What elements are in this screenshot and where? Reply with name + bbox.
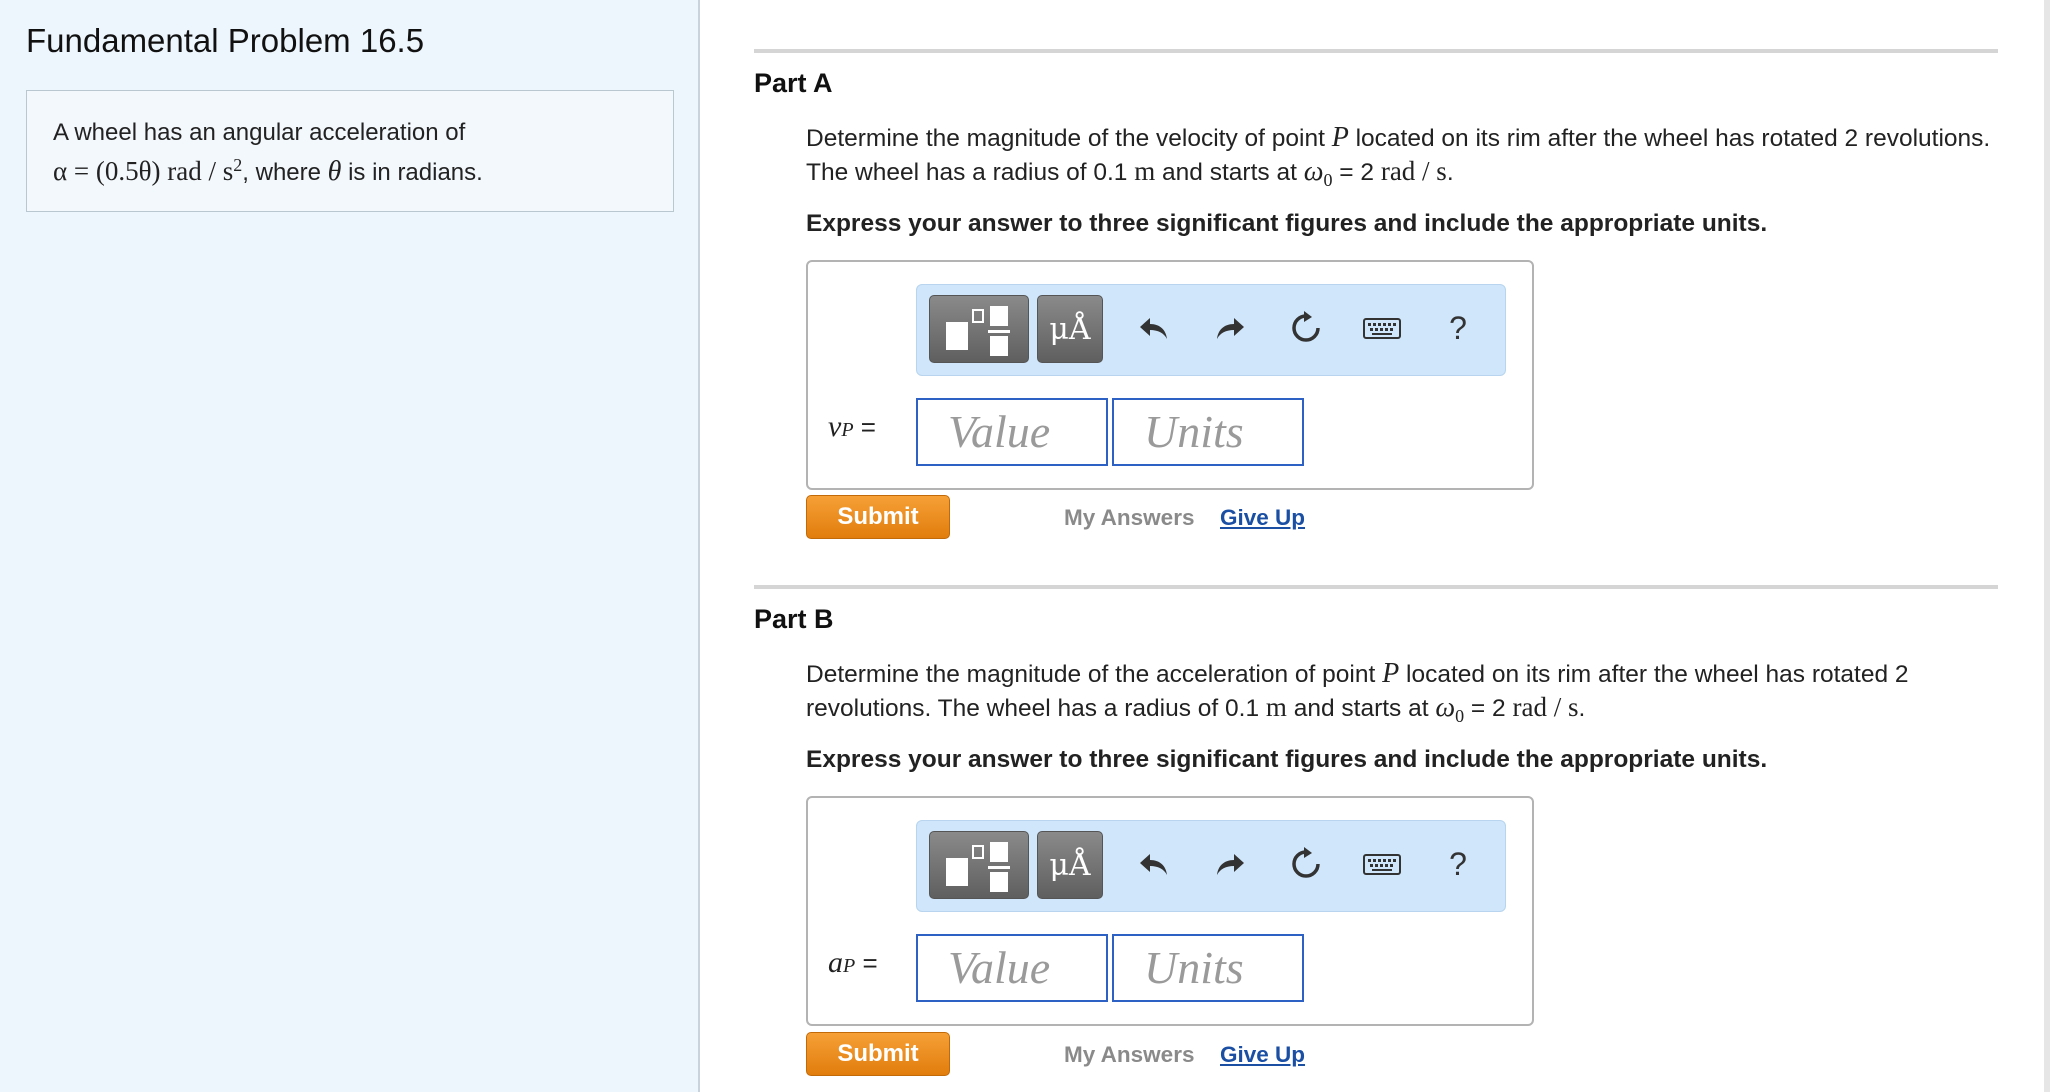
undo-icon [1134,844,1174,884]
units-button[interactable] [1037,831,1103,899]
math-toolbar [916,820,1506,912]
templates-button[interactable] [929,295,1029,363]
question-text: = 2 [1464,695,1513,722]
redo-button[interactable] [1205,839,1255,889]
part-a-title: Part A [754,68,833,98]
templates-icon [930,296,1030,364]
alpha-exponent: 2 [233,155,243,175]
units-button[interactable] [1037,295,1103,363]
omega-unit: rad / s [1380,156,1447,186]
question-text: . [1446,159,1454,186]
math-toolbar [916,284,1506,376]
templates-button[interactable] [929,831,1029,899]
equals-sign: = [853,412,876,442]
reset-button[interactable] [1281,303,1331,353]
reset-icon [1286,844,1326,884]
question-text: and starts at [1155,159,1304,186]
part-a-instruction: Express your answer to three significant figures and include the appropriate units. [806,210,1768,237]
theta-symbol: θ [327,156,342,187]
redo-icon [1210,308,1250,348]
part-a-divider [754,49,1998,53]
part-b-instruction: Express your answer to three significant figures and include the appropriate units. [806,746,1768,773]
part-a-question [806,122,1996,196]
keyboard-icon [1362,844,1402,884]
var-subscript: P [843,955,856,977]
omega-symbol: ω [1435,692,1456,723]
var-symbol: v [828,410,842,443]
keyboard-icon [1362,308,1402,348]
units-icon: μÅ [1049,848,1091,883]
problem-title: Fundamental Problem 16.5 [26,22,425,59]
part-b-question [806,658,1996,732]
undo-icon [1134,308,1174,348]
unit-m: m [1134,156,1156,186]
omega-symbol: ω [1303,156,1324,187]
reset-icon [1286,308,1326,348]
omega-unit: rad / s [1512,692,1579,722]
reset-button[interactable] [1281,839,1331,889]
intro-text: A wheel has an angular acceleration of [53,119,466,146]
question-text: Determine the magnitude of the acceleration of point [806,661,1383,688]
variable-label [828,410,876,444]
my-answers-link[interactable]: My Answers [1064,505,1195,530]
give-up-link[interactable]: Give Up [1220,505,1306,530]
question-text: and starts at [1286,695,1436,722]
redo-button[interactable] [1205,303,1255,353]
value-input[interactable]: Value [916,398,1108,466]
question-text: = 2 [1332,159,1381,186]
help-icon: ? [1449,310,1467,346]
unit-m: m [1265,692,1287,722]
alpha-formula: α = (0.5θ) rad / s [53,156,234,186]
help-button[interactable] [1433,303,1483,353]
question-text: . [1578,695,1586,722]
point-symbol: P [1331,122,1349,153]
part-a-answer-box [806,260,1534,490]
redo-icon [1210,844,1250,884]
equals-sign: = [855,948,878,978]
part-b-divider [754,585,1998,589]
help-icon: ? [1449,846,1467,882]
units-input[interactable]: Units [1112,398,1304,466]
problem-panel [0,0,700,1092]
omega-subscript: 0 [1323,169,1333,190]
keyboard-button[interactable] [1357,303,1407,353]
my-answers-link[interactable]: My Answers [1064,1042,1195,1067]
var-symbol: a [828,946,843,979]
value-input[interactable]: Value [916,934,1108,1002]
undo-button[interactable] [1129,303,1179,353]
part-b-title: Part B [754,604,834,634]
intro-tail: is in radians. [341,159,483,186]
variable-label [828,946,878,980]
problem-intro [26,90,674,212]
var-subscript: P [841,419,854,441]
templates-icon [930,832,1030,900]
part-b-answer-box [806,796,1534,1026]
question-text: located on its rim after the wheel has rotated 2 revolutions. The wheel has a radius of 0.1 [806,661,1909,722]
keyboard-button[interactable] [1357,839,1407,889]
submit-button[interactable]: Submit [806,495,950,539]
submit-button[interactable]: Submit [806,1032,950,1076]
intro-rest: , where [242,159,328,186]
scrollbar[interactable] [2044,0,2050,1092]
question-text: Determine the magnitude of the velocity of point [806,125,1332,152]
point-symbol: P [1382,658,1400,689]
omega-subscript: 0 [1455,705,1465,726]
give-up-link[interactable]: Give Up [1220,1042,1306,1067]
units-input[interactable]: Units [1112,934,1304,1002]
units-icon: μÅ [1049,312,1091,347]
help-button[interactable] [1433,839,1483,889]
undo-button[interactable] [1129,839,1179,889]
question-text: located on its rim after the wheel has rotated 2 revolutions. The wheel has a radius of 0.1 [806,125,1991,186]
